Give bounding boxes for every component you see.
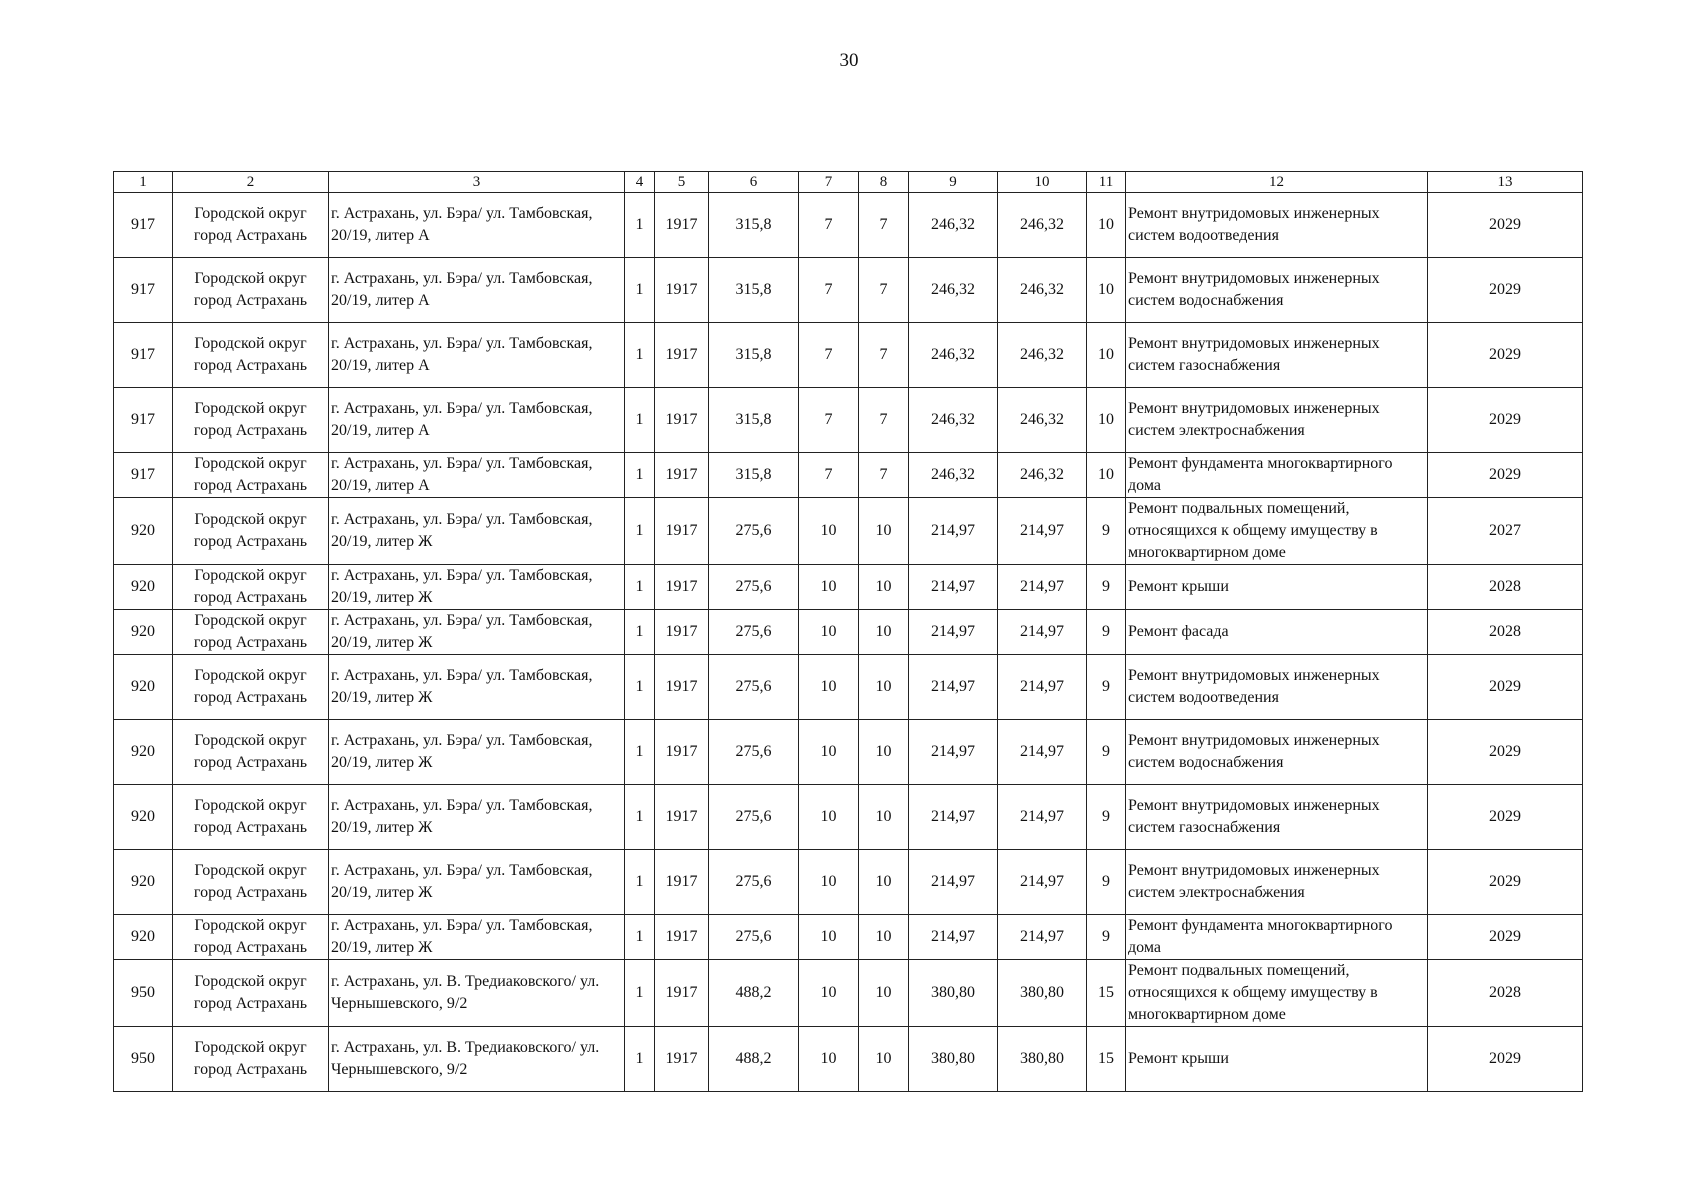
cell-col7: 10 (799, 655, 859, 720)
table-row (114, 565, 1583, 610)
cell-work-type: Ремонт крыши (1126, 565, 1428, 610)
cell-year: 2029 (1428, 915, 1583, 960)
cell-municipality: Городской округ город Астрахань (173, 655, 329, 720)
cell-work-type: Ремонт подвальных помещений, относящихся к общему имуществу в многоквартирном доме (1126, 498, 1428, 565)
cell-col5: 1917 (655, 720, 709, 785)
column-number-1: 1 (114, 172, 173, 193)
cell-col4: 1 (625, 193, 655, 258)
cell-col6: 275,6 (709, 720, 799, 785)
cell-col4: 1 (625, 453, 655, 498)
cell-col10: 214,97 (998, 720, 1087, 785)
column-number-9: 9 (909, 172, 998, 193)
table-body (114, 172, 1583, 1092)
cell-id: 917 (114, 453, 173, 498)
cell-year: 2029 (1428, 258, 1583, 323)
cell-id: 917 (114, 323, 173, 388)
cell-col10: 246,32 (998, 193, 1087, 258)
table-row (114, 453, 1583, 498)
cell-col11: 9 (1087, 565, 1126, 610)
cell-col8: 10 (859, 785, 909, 850)
repair-schedule-table (113, 171, 1583, 1092)
table-row (114, 655, 1583, 720)
cell-col5: 1917 (655, 960, 709, 1027)
cell-col9: 246,32 (909, 323, 998, 388)
cell-col8: 10 (859, 498, 909, 565)
cell-municipality: Городской округ город Астрахань (173, 720, 329, 785)
table-row (114, 720, 1583, 785)
cell-municipality: Городской округ город Астрахань (173, 960, 329, 1027)
cell-id: 920 (114, 610, 173, 655)
cell-col5: 1917 (655, 388, 709, 453)
cell-col11: 10 (1087, 388, 1126, 453)
cell-year: 2028 (1428, 960, 1583, 1027)
cell-id: 920 (114, 850, 173, 915)
column-number-5: 5 (655, 172, 709, 193)
column-number-10: 10 (998, 172, 1087, 193)
column-number-2: 2 (173, 172, 329, 193)
cell-municipality: Городской округ город Астрахань (173, 1027, 329, 1092)
cell-col5: 1917 (655, 655, 709, 720)
cell-col5: 1917 (655, 258, 709, 323)
cell-col6: 275,6 (709, 655, 799, 720)
cell-address: г. Астрахань, ул. Бэра/ ул. Тамбовская, 20/19, литер Ж (329, 720, 625, 785)
cell-col11: 9 (1087, 850, 1126, 915)
cell-col6: 275,6 (709, 565, 799, 610)
cell-col6: 315,8 (709, 453, 799, 498)
cell-work-type: Ремонт внутридомовых инженерных систем электроснабжения (1126, 850, 1428, 915)
cell-col4: 1 (625, 655, 655, 720)
cell-col9: 246,32 (909, 453, 998, 498)
cell-col6: 275,6 (709, 850, 799, 915)
cell-col5: 1917 (655, 453, 709, 498)
cell-address: г. Астрахань, ул. Бэра/ ул. Тамбовская, 20/19, литер Ж (329, 498, 625, 565)
cell-col6: 275,6 (709, 498, 799, 565)
cell-id: 920 (114, 720, 173, 785)
table-row (114, 610, 1583, 655)
cell-work-type: Ремонт внутридомовых инженерных систем водоснабжения (1126, 720, 1428, 785)
cell-col9: 380,80 (909, 960, 998, 1027)
cell-col8: 10 (859, 655, 909, 720)
cell-col8: 10 (859, 720, 909, 785)
cell-col10: 214,97 (998, 655, 1087, 720)
cell-col9: 246,32 (909, 258, 998, 323)
cell-col11: 9 (1087, 785, 1126, 850)
cell-col11: 15 (1087, 1027, 1126, 1092)
cell-col8: 10 (859, 610, 909, 655)
cell-col4: 1 (625, 720, 655, 785)
cell-col8: 10 (859, 1027, 909, 1092)
cell-work-type: Ремонт внутридомовых инженерных систем водоотведения (1126, 655, 1428, 720)
cell-municipality: Городской округ город Астрахань (173, 915, 329, 960)
cell-year: 2028 (1428, 565, 1583, 610)
cell-col10: 214,97 (998, 498, 1087, 565)
cell-year: 2029 (1428, 388, 1583, 453)
cell-id: 917 (114, 193, 173, 258)
cell-col5: 1917 (655, 610, 709, 655)
cell-municipality: Городской округ город Астрахань (173, 785, 329, 850)
cell-col5: 1917 (655, 850, 709, 915)
cell-col8: 7 (859, 323, 909, 388)
column-number-7: 7 (799, 172, 859, 193)
cell-col8: 10 (859, 960, 909, 1027)
cell-year: 2029 (1428, 850, 1583, 915)
cell-address: г. Астрахань, ул. Бэра/ ул. Тамбовская, 20/19, литер Ж (329, 850, 625, 915)
cell-year: 2029 (1428, 720, 1583, 785)
cell-col8: 10 (859, 850, 909, 915)
cell-col5: 1917 (655, 785, 709, 850)
cell-col4: 1 (625, 1027, 655, 1092)
cell-municipality: Городской округ город Астрахань (173, 193, 329, 258)
cell-col9: 214,97 (909, 655, 998, 720)
cell-col10: 214,97 (998, 915, 1087, 960)
cell-year: 2028 (1428, 610, 1583, 655)
cell-col11: 10 (1087, 453, 1126, 498)
cell-work-type: Ремонт внутридомовых инженерных систем газоснабжения (1126, 323, 1428, 388)
cell-col10: 246,32 (998, 388, 1087, 453)
cell-col8: 7 (859, 453, 909, 498)
cell-id: 917 (114, 258, 173, 323)
cell-id: 920 (114, 498, 173, 565)
cell-col4: 1 (625, 610, 655, 655)
cell-id: 920 (114, 565, 173, 610)
cell-col9: 214,97 (909, 565, 998, 610)
column-number-3: 3 (329, 172, 625, 193)
cell-col6: 315,8 (709, 193, 799, 258)
cell-id: 920 (114, 785, 173, 850)
cell-col7: 10 (799, 960, 859, 1027)
cell-col9: 380,80 (909, 1027, 998, 1092)
cell-year: 2029 (1428, 193, 1583, 258)
cell-id: 920 (114, 915, 173, 960)
cell-work-type: Ремонт внутридомовых инженерных систем водоснабжения (1126, 258, 1428, 323)
cell-col5: 1917 (655, 1027, 709, 1092)
table-row (114, 388, 1583, 453)
cell-col6: 275,6 (709, 785, 799, 850)
table-row (114, 915, 1583, 960)
cell-address: г. Астрахань, ул. Бэра/ ул. Тамбовская, 20/19, литер Ж (329, 655, 625, 720)
cell-col11: 10 (1087, 193, 1126, 258)
cell-address: г. Астрахань, ул. Бэра/ ул. Тамбовская, 20/19, литер Ж (329, 915, 625, 960)
cell-col5: 1917 (655, 193, 709, 258)
table-row (114, 498, 1583, 565)
cell-col9: 214,97 (909, 785, 998, 850)
cell-col4: 1 (625, 850, 655, 915)
cell-col10: 246,32 (998, 453, 1087, 498)
cell-col11: 9 (1087, 610, 1126, 655)
cell-col4: 1 (625, 785, 655, 850)
cell-address: г. Астрахань, ул. В. Тредиаковского/ ул. Чернышевского, 9/2 (329, 1027, 625, 1092)
column-number-row (114, 172, 1583, 193)
cell-col4: 1 (625, 498, 655, 565)
cell-col9: 214,97 (909, 610, 998, 655)
cell-col10: 214,97 (998, 850, 1087, 915)
cell-col4: 1 (625, 388, 655, 453)
cell-address: г. Астрахань, ул. Бэра/ ул. Тамбовская, 20/19, литер А (329, 193, 625, 258)
cell-year: 2029 (1428, 785, 1583, 850)
table-row (114, 258, 1583, 323)
cell-col9: 246,32 (909, 193, 998, 258)
table-row (114, 785, 1583, 850)
cell-year: 2029 (1428, 655, 1583, 720)
cell-col6: 275,6 (709, 610, 799, 655)
cell-col7: 10 (799, 1027, 859, 1092)
cell-col5: 1917 (655, 498, 709, 565)
cell-id: 950 (114, 960, 173, 1027)
cell-col10: 380,80 (998, 960, 1087, 1027)
cell-col6: 488,2 (709, 1027, 799, 1092)
cell-address: г. Астрахань, ул. Бэра/ ул. Тамбовская, 20/19, литер А (329, 388, 625, 453)
cell-col7: 7 (799, 323, 859, 388)
cell-col4: 1 (625, 960, 655, 1027)
cell-year: 2027 (1428, 498, 1583, 565)
cell-col11: 9 (1087, 915, 1126, 960)
cell-col8: 10 (859, 915, 909, 960)
cell-col6: 275,6 (709, 915, 799, 960)
cell-col7: 10 (799, 785, 859, 850)
cell-municipality: Городской округ город Астрахань (173, 258, 329, 323)
cell-address: г. Астрахань, ул. Бэра/ ул. Тамбовская, 20/19, литер А (329, 258, 625, 323)
cell-work-type: Ремонт фундамента многоквартирного дома (1126, 453, 1428, 498)
cell-col5: 1917 (655, 915, 709, 960)
cell-col11: 10 (1087, 323, 1126, 388)
cell-col9: 214,97 (909, 498, 998, 565)
cell-municipality: Городской округ город Астрахань (173, 610, 329, 655)
cell-col7: 7 (799, 258, 859, 323)
cell-col7: 7 (799, 453, 859, 498)
column-number-11: 11 (1087, 172, 1126, 193)
cell-id: 917 (114, 388, 173, 453)
column-number-6: 6 (709, 172, 799, 193)
cell-col4: 1 (625, 915, 655, 960)
cell-municipality: Городской округ город Астрахань (173, 565, 329, 610)
cell-col10: 214,97 (998, 565, 1087, 610)
cell-work-type: Ремонт фасада (1126, 610, 1428, 655)
table-row (114, 850, 1583, 915)
cell-col8: 7 (859, 193, 909, 258)
cell-work-type: Ремонт внутридомовых инженерных систем газоснабжения (1126, 785, 1428, 850)
cell-col6: 315,8 (709, 388, 799, 453)
column-number-4: 4 (625, 172, 655, 193)
cell-col9: 214,97 (909, 915, 998, 960)
page-number: 30 (839, 50, 859, 71)
cell-col8: 7 (859, 388, 909, 453)
cell-col11: 9 (1087, 720, 1126, 785)
cell-col5: 1917 (655, 323, 709, 388)
cell-col4: 1 (625, 565, 655, 610)
cell-col7: 10 (799, 498, 859, 565)
cell-municipality: Городской округ город Астрахань (173, 453, 329, 498)
cell-year: 2029 (1428, 453, 1583, 498)
cell-col11: 9 (1087, 498, 1126, 565)
cell-col6: 315,8 (709, 258, 799, 323)
table-row (114, 323, 1583, 388)
cell-address: г. Астрахань, ул. Бэра/ ул. Тамбовская, 20/19, литер А (329, 453, 625, 498)
cell-work-type: Ремонт внутридомовых инженерных систем водоотведения (1126, 193, 1428, 258)
cell-col11: 10 (1087, 258, 1126, 323)
cell-work-type: Ремонт крыши (1126, 1027, 1428, 1092)
column-number-8: 8 (859, 172, 909, 193)
cell-col9: 246,32 (909, 388, 998, 453)
cell-col4: 1 (625, 258, 655, 323)
cell-col7: 10 (799, 850, 859, 915)
cell-col9: 214,97 (909, 720, 998, 785)
cell-municipality: Городской округ город Астрахань (173, 388, 329, 453)
cell-year: 2029 (1428, 1027, 1583, 1092)
table-row (114, 960, 1583, 1027)
cell-work-type: Ремонт подвальных помещений, относящихся к общему имуществу в многоквартирном доме (1126, 960, 1428, 1027)
cell-col7: 10 (799, 610, 859, 655)
cell-address: г. Астрахань, ул. В. Тредиаковского/ ул. Чернышевского, 9/2 (329, 960, 625, 1027)
cell-col4: 1 (625, 323, 655, 388)
cell-municipality: Городской округ город Астрахань (173, 323, 329, 388)
cell-col7: 7 (799, 193, 859, 258)
cell-municipality: Городской округ город Астрахань (173, 850, 329, 915)
cell-id: 950 (114, 1027, 173, 1092)
cell-col7: 7 (799, 388, 859, 453)
cell-col5: 1917 (655, 565, 709, 610)
cell-col8: 7 (859, 258, 909, 323)
cell-id: 920 (114, 655, 173, 720)
cell-col7: 10 (799, 720, 859, 785)
cell-col10: 214,97 (998, 610, 1087, 655)
cell-col10: 246,32 (998, 258, 1087, 323)
cell-address: г. Астрахань, ул. Бэра/ ул. Тамбовская, 20/19, литер Ж (329, 610, 625, 655)
cell-address: г. Астрахань, ул. Бэра/ ул. Тамбовская, 20/19, литер Ж (329, 785, 625, 850)
column-number-13: 13 (1428, 172, 1583, 193)
cell-col6: 315,8 (709, 323, 799, 388)
cell-col10: 246,32 (998, 323, 1087, 388)
cell-address: г. Астрахань, ул. Бэра/ ул. Тамбовская, 20/19, литер А (329, 323, 625, 388)
table-row (114, 1027, 1583, 1092)
cell-work-type: Ремонт внутридомовых инженерных систем электроснабжения (1126, 388, 1428, 453)
cell-municipality: Городской округ город Астрахань (173, 498, 329, 565)
table-row (114, 193, 1583, 258)
cell-col11: 9 (1087, 655, 1126, 720)
cell-col8: 10 (859, 565, 909, 610)
cell-year: 2029 (1428, 323, 1583, 388)
cell-col11: 15 (1087, 960, 1126, 1027)
cell-col7: 10 (799, 915, 859, 960)
cell-col7: 10 (799, 565, 859, 610)
cell-col10: 214,97 (998, 785, 1087, 850)
cell-work-type: Ремонт фундамента многоквартирного дома (1126, 915, 1428, 960)
cell-col6: 488,2 (709, 960, 799, 1027)
cell-col10: 380,80 (998, 1027, 1087, 1092)
column-number-12: 12 (1126, 172, 1428, 193)
cell-col9: 214,97 (909, 850, 998, 915)
cell-address: г. Астрахань, ул. Бэра/ ул. Тамбовская, 20/19, литер Ж (329, 565, 625, 610)
